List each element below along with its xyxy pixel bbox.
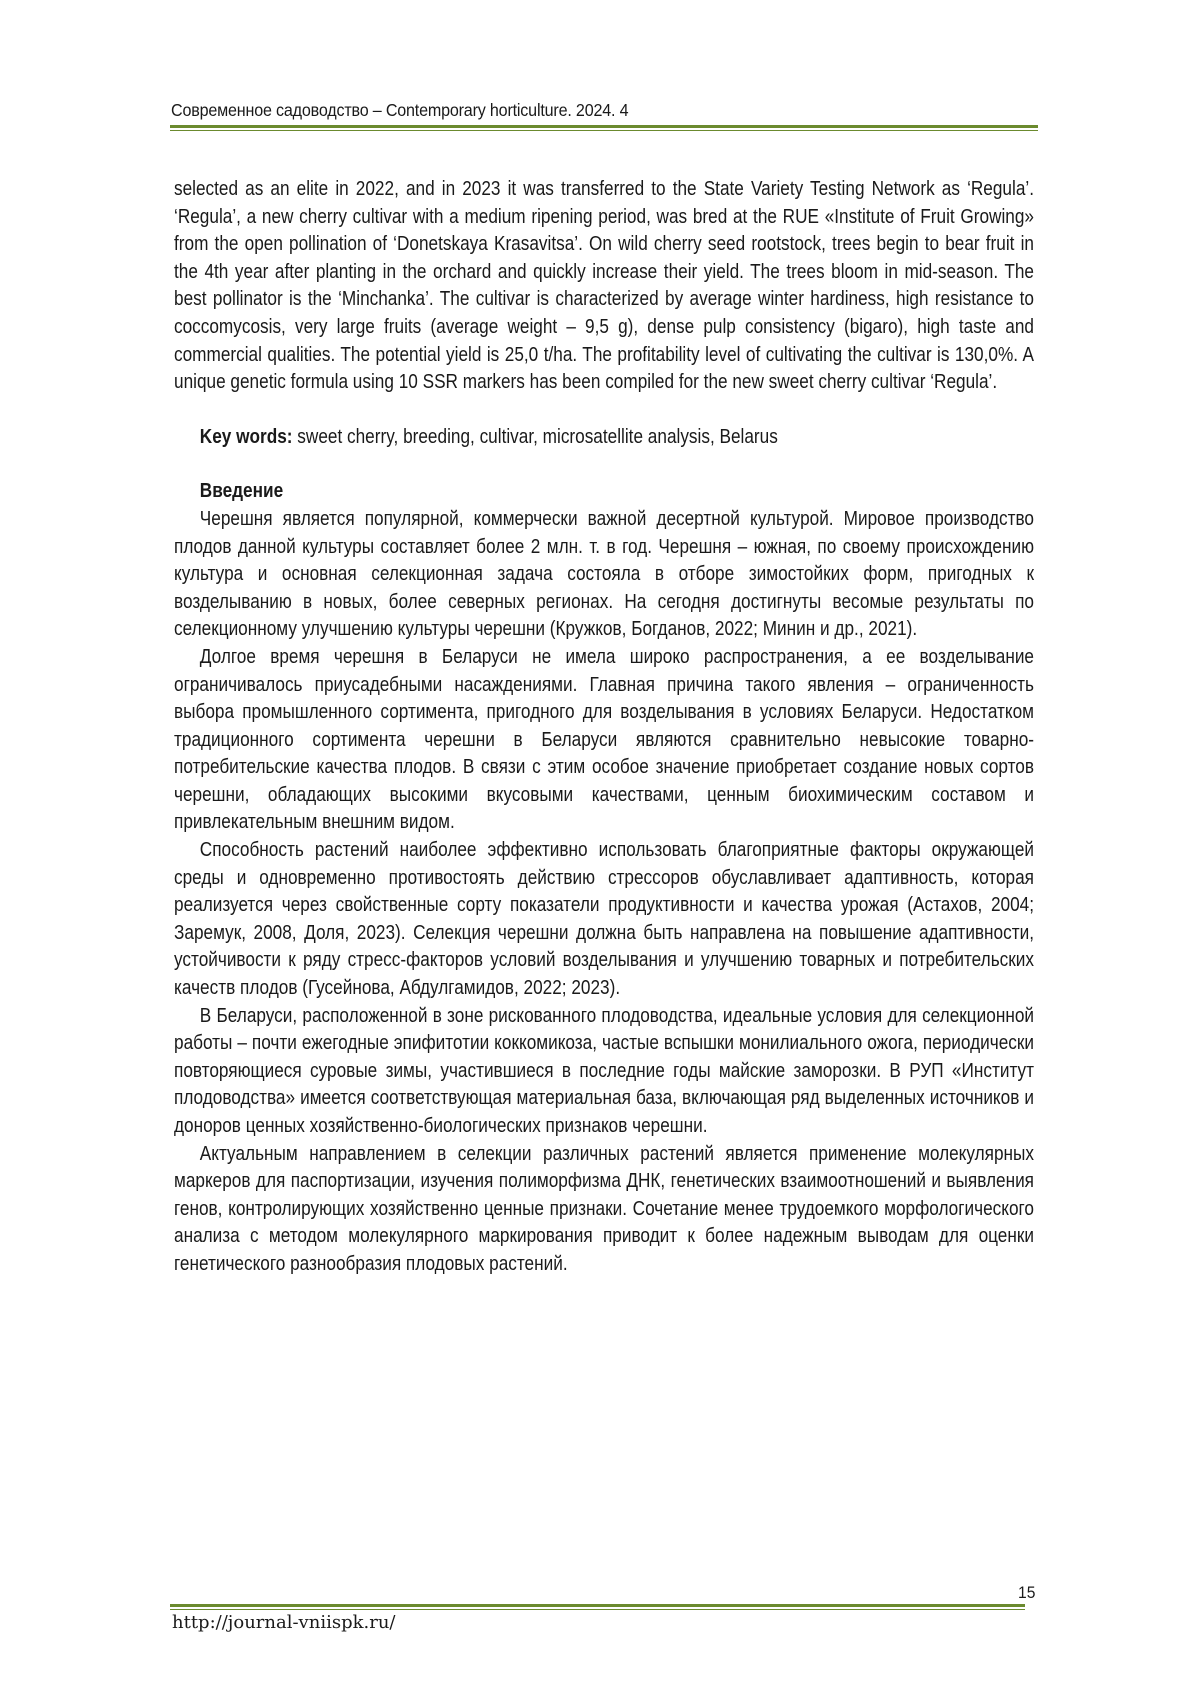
page-number: 15 — [1018, 1583, 1036, 1602]
footer-journal-url[interactable]: http://journal-vniispk.ru/ — [172, 1612, 396, 1633]
footer-rule-thin — [170, 1609, 1025, 1610]
intro-paragraph-5: Актуальным направлением в селекции различных растений является применение молекулярных маркеров для паспортизации, изучения полиморфизма ДНК, генетических взаимоотношений и выявления генов, контролирующих хозяйственно ценные признаки. Сочетание менее трудоемкого морфологического анализа с методом молекулярного маркирования приводит к более надежным выводам для оценки генетического разнообразия плодовых растений. — [174, 1142, 1035, 1275]
intro-paragraph-2: Долгое время черешня в Беларуси не имела широко распространения, а ее возделывание ограничивалось приусадебными насаждениями. Главная причина такого явления – ограниченность выбора промышленного сортимента, пригодного для возделывания в условиях Беларуси. Недостатком традиционного сортимента черешни в Беларуси являются сравнительно невысокие товарно-потребительские качества плодов. В связи с этим особое значение приобретает создание новых сортов черешни, обладающих высокими вкусовыми качествами, ценным биохимическим составом и привлекательным внешним видом. — [174, 645, 1035, 834]
journal-header-title: Современное садоводство – Contemporary horticulture. 2024. 4 — [171, 100, 629, 120]
intro-paragraph-4: В Беларуси, расположенной в зоне рискованного плодоводства, идеальные условия для селекционной работы – почти ежегодные эпифитотии коккомикоза, частые вспышки монилиального ожога, периодически повторяющиеся суровые зимы, участившиеся в последние годы майские заморозки. В РУП «Институт плодоводства» имеется соответствующая материальная база, включающая ряд выделенных источников и доноров ценных хозяйственно-биологических признаков черешни. — [174, 1004, 1035, 1137]
abstract-continuation: selected as an elite in 2022, and in 2023 it was transferred to the State Variety Testing Network as ‘Regula’. ‘Regula’, a new cherry cultivar with a medium ripening period, was bred at the RUE «Institute of Fruit Growing» from the open pollination of ‘Donetskaya Krasavitsa’. On wild cherry seed rootstock, trees begin to bear fruit in the 4th year after planting in the orchard and quickly increase their yield. The trees bloom in mid-season. The best pollinator is the ‘Minchanka’. The cultivar is characterized by average winter hardiness, high resistance to coccomycosis, very large fruits (average weight – 9,5 g), dense pulp consistency (bigaro), high taste and commercial qualities. The potential yield is 25,0 t/ha. The profitability level of cultivating the cultivar is 130,0%. A unique genetic formula using 10 SSR markers has been compiled for the new sweet cherry cultivar ‘Regula’. — [174, 178, 1034, 394]
keywords-label: Key words: — [199, 425, 293, 448]
footer-rule-thick — [170, 1604, 1025, 1607]
header-rule-thin — [170, 130, 1038, 131]
section-heading-introduction: Введение — [199, 480, 284, 503]
keywords-text: sweet cherry, breeding, cultivar, microsatellite analysis, Belarus — [292, 425, 778, 448]
intro-paragraph-1: Черешня является популярной, коммерчески важной десертной культурой. Мировое производство плодов данной культуры составляет более 2 млн. т. в год. Черешня – южная, по своему происхождению культура и основная селекционная задача состояла в отборе зимостойких форм, пригодных к возделыванию в новых, более северных регионах. На сегодня достигнуты весомые результаты по селекционному улучшению культуры черешни (Кружков, Богданов, 2022; Минин и др., 2021). — [174, 507, 1035, 641]
intro-paragraph-3: Способность растений наиболее эффективно использовать благоприятные факторы окружающей среды и одновременно противостоять действию стрессоров обуславливает адаптивность, которая реализуется через свойственные сорту показатели продуктивности и качества урожая (Астахов, 2004; Заремук, 2008, Доля, 2023). Селекция черешни должна быть направлена на повышение адаптивности, устойчивости к ряду стресс-факторов условий возделывания и улучшению товарных и потребительских качеств плодов (Гусейнова, Абдулгамидов, 2022; 2023). — [174, 839, 1035, 1000]
header-rule-thick — [170, 125, 1038, 128]
keywords-line — [174, 424, 1060, 452]
page-body — [174, 176, 1034, 1279]
